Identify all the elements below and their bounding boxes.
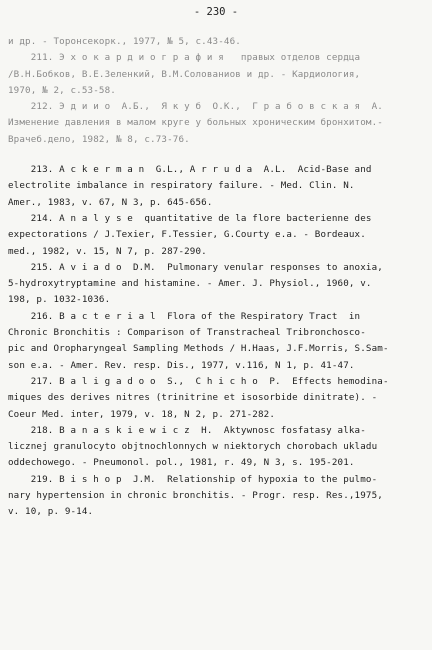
bibliography-body — [8, 34, 420, 521]
entry-line: Chronic Bronchitis : Comparison of Transtracheal Tribronchoscо- — [8, 327, 366, 339]
entry-217 — [8, 374, 420, 423]
entry-line: Coeur Med. inter, 1979, v. 18, N 2, p. 271-282. — [8, 408, 276, 420]
entry-line: 216. B a c t e r i a l Flora of the Respiratory Tract in — [8, 310, 361, 322]
entry-211 — [8, 50, 420, 99]
entry-212 — [8, 99, 420, 148]
entry-219 — [8, 472, 420, 521]
entry-216 — [8, 309, 420, 374]
entry-line: /В.Н.Бобков, В.Е.Зеленкий, В.М.Солованиов и др. - Кардиология, — [8, 68, 361, 80]
faded-entries — [8, 34, 420, 148]
entry-line: 211. Э х о к а р д и о г р а ф и я правых отделов сердца — [8, 52, 361, 64]
entry-line: Врачеб.дело, 1982, № 8, с.73-76. — [8, 133, 190, 145]
entry-line: 213. A c k e r m a n G.L., A r r u d a A.L. Acid-Base and — [8, 164, 372, 176]
entry-line: oddechowego. - Pneumonol. pol., 1981, r. 49, N 3, s. 195-201. — [8, 457, 355, 469]
entry-line: nary hypertension in chronic bronchitis. - Progr. resp. Res.,1975, — [8, 490, 383, 502]
entry-line: v. 10, p. 9-14. — [8, 506, 94, 518]
entry-line: Amer., 1983, v. 67, N 3, p. 645-656. — [8, 196, 213, 208]
entry-215 — [8, 260, 420, 309]
entry-line: son e.a. - Amer. Rev. resp. Dis., 1977, v.116, N 1, p. 41-47. — [8, 359, 355, 371]
entry-213 — [8, 162, 420, 211]
entry-line: 218. B a n a s k i e w i c z H. Aktywnosc fosfatasy alka- — [8, 424, 366, 436]
entry-214 — [8, 211, 420, 260]
entry-line: и др. - Тоpонсекорк., 1977, № 5, с.43-46. — [8, 36, 241, 47]
entry-line: 215. A v i a d o D.M. Pulmonary venular responses to anoxia, — [8, 261, 383, 273]
entry-line: 198, p. 1032-1036. — [8, 294, 111, 306]
entry-line: 214. A n a l y s e quantitative de la flore bacterienne des — [8, 212, 372, 224]
entry-line: 219. B i s h o p J.M. Relationship of hypoxia to the pulmo- — [8, 473, 378, 485]
entry-line: licznej granulocyto objtnochlonnych w niektorych chorobach ukladu — [8, 441, 378, 453]
entry-line: med., 1982, v. 15, N 7, p. 287-290. — [8, 245, 207, 257]
entry-faded-tail — [8, 34, 420, 50]
page-number: - 230 - — [193, 6, 239, 18]
entry-line: expectorations / J.Texier, F.Tessier, G.Courty e.a. - Bordeaux. — [8, 229, 366, 241]
entry-line: pic and Oropharyngeal Sampling Methods / H.Haas, J.F.Morris, S.Sam- — [8, 343, 389, 355]
entry-line: Изменение давления в малом круге у больных хроническим бронхитом.- — [8, 117, 383, 129]
entry-line: electrolite imbalance in respiratory failure. - Med. Clin. N. — [8, 180, 355, 192]
entry-218 — [8, 423, 420, 472]
entry-line: 1970, № 2, с.53-58. — [8, 84, 116, 96]
entry-line: miques des derives nitres (trinitrine et isosorbide dinitrate). - — [8, 392, 378, 404]
entry-line: 5-hydroxytryptamine and histamine. - Amer. J. Physiol., 1960, v. — [8, 278, 372, 290]
entry-line: 212. Э д и и о А.Б., Я к у б О.К., Г р а б о в с к а я А. — [8, 101, 383, 113]
entry-line: 217. B a l i g a d o o S., C h i c h o P. Effects hemodina- — [8, 375, 389, 387]
